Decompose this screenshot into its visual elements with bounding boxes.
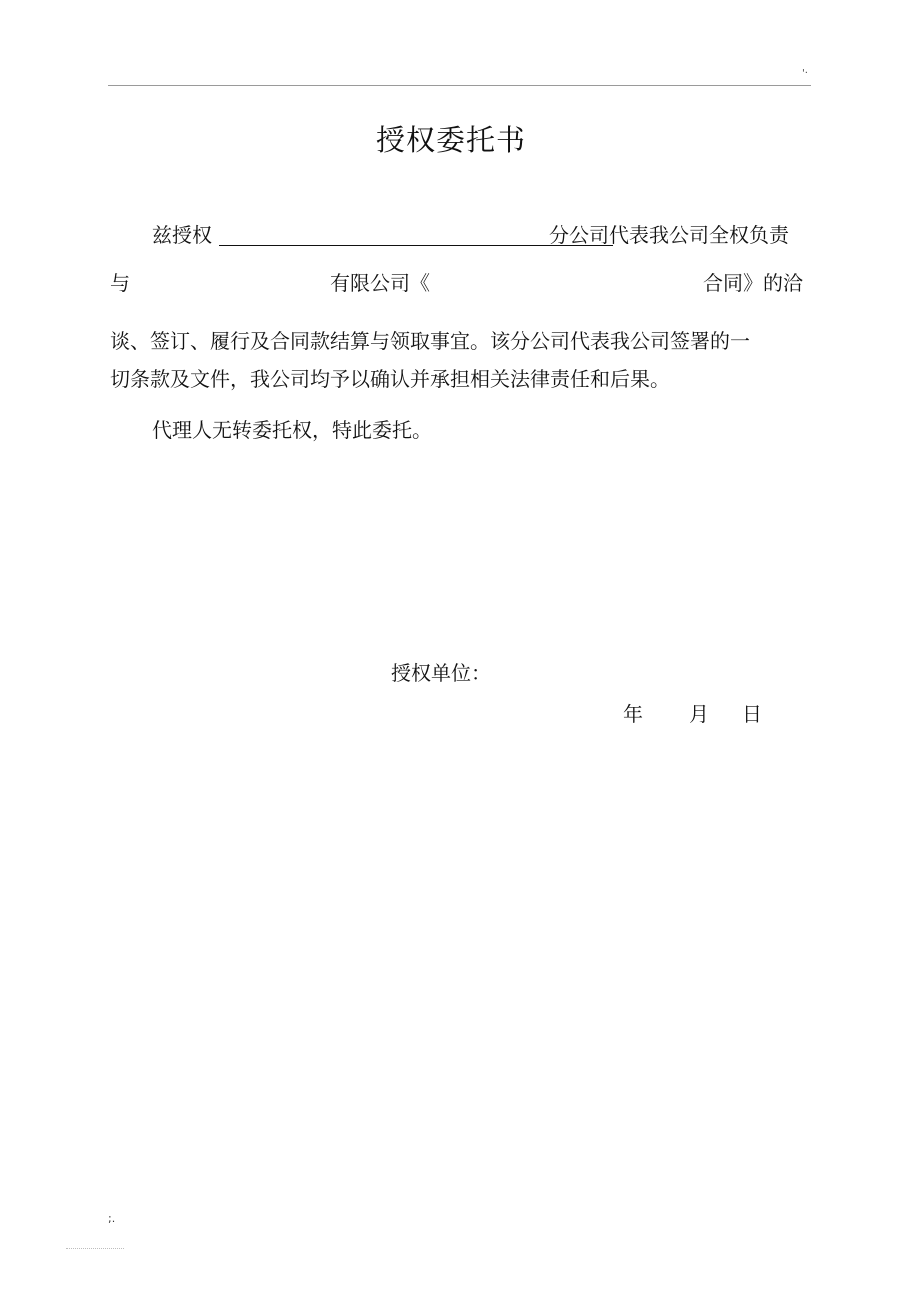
header-rule (108, 85, 811, 86)
body-line4: 切条款及文件，我公司均予以确认并承担相关法律责任和后果。 (110, 367, 670, 391)
header-mark: '· (802, 68, 808, 79)
line2-contract: 合同》的洽 (703, 271, 803, 295)
body-line5: 代理人无转委托权，特此委托。 (152, 418, 432, 442)
body-line3: 谈、签订、履行及合同款结算与领取事宜。该分公司代表我公司签署的一 (110, 329, 750, 353)
date-day: 日 (742, 702, 762, 726)
line2-with: 与 (110, 271, 130, 295)
document-title: 授权委托书 (375, 123, 526, 157)
authorizing-unit-label: 授权单位： (391, 661, 491, 685)
footer-mark: ;. (108, 1212, 116, 1225)
date-month: 月 (689, 702, 709, 726)
line2-company: 有限公司《 (330, 271, 430, 295)
line1-start: 兹授权 (152, 223, 212, 247)
footer-dots (66, 1248, 124, 1249)
line1-end: 分公司代表我公司全权负责 (549, 223, 789, 247)
date-year: 年 (623, 702, 643, 726)
